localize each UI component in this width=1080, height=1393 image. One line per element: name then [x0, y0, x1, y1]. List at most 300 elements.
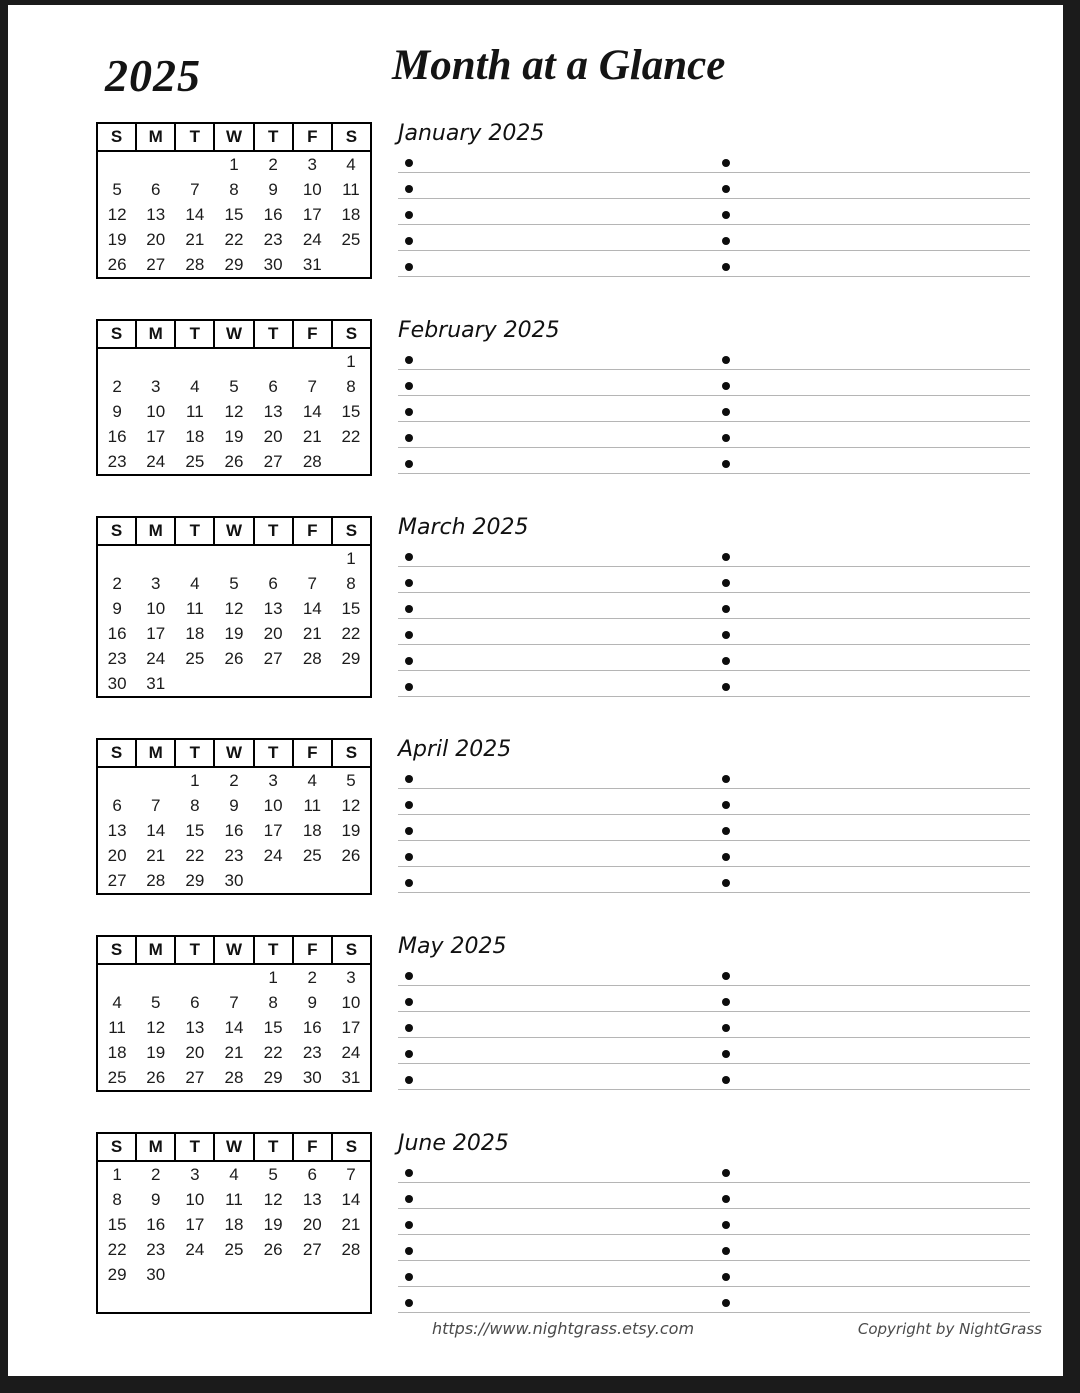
day-cell: 10	[185, 1189, 205, 1209]
day-cell: 18	[185, 623, 205, 643]
week-row	[97, 252, 371, 278]
note-lines	[398, 541, 1030, 697]
empty-day-cell	[214, 964, 253, 990]
weekday-cell: W	[214, 1133, 253, 1161]
day-cell: 26	[341, 845, 361, 865]
day-cell: 26	[107, 254, 127, 274]
day-cell: 28	[302, 648, 322, 668]
day-cell: 11	[303, 795, 322, 815]
note-line	[398, 396, 1030, 422]
day-cell: 20	[263, 426, 283, 446]
bullet-icon	[405, 382, 413, 390]
empty-day-cell	[254, 348, 293, 374]
weekday-cell: F	[293, 320, 332, 348]
day-cell: 9	[112, 401, 122, 421]
weekday-cell: S	[97, 123, 136, 151]
day-cell: 5	[346, 770, 356, 790]
day-cell: 12	[224, 401, 244, 421]
empty-day-cell	[254, 1262, 293, 1287]
empty-day-cell	[97, 1287, 136, 1313]
note-line	[398, 422, 1030, 448]
month-label: June 2025	[398, 1131, 509, 1156]
day-cell: 29	[263, 1067, 283, 1087]
note-lines	[398, 147, 1030, 277]
bullet-icon	[722, 1247, 730, 1255]
day-cell: 9	[268, 179, 278, 199]
day-cell: 29	[107, 1264, 127, 1284]
week-row	[97, 1262, 371, 1287]
bullet-icon	[722, 683, 730, 691]
day-cell: 23	[107, 648, 127, 668]
day-cell: 15	[263, 1017, 283, 1037]
day-cell: 14	[185, 204, 205, 224]
day-cell: 7	[346, 1164, 356, 1184]
mini-calendar	[96, 122, 372, 279]
empty-day-cell	[332, 252, 371, 278]
day-cell: 23	[107, 451, 127, 471]
bullet-icon	[405, 1169, 413, 1177]
day-cell: 3	[150, 573, 161, 593]
day-cell: 3	[268, 770, 278, 790]
day-cell: 25	[302, 845, 322, 865]
day-cell: 12	[263, 1189, 283, 1209]
day-cell: 5	[112, 179, 122, 199]
bullet-icon	[722, 879, 730, 887]
empty-day-cell	[214, 1287, 253, 1313]
bullet-icon	[722, 1050, 730, 1058]
day-cell: 16	[263, 204, 283, 224]
day-cell: 12	[341, 795, 361, 815]
day-cell: 13	[146, 204, 166, 224]
day-cell: 22	[341, 426, 361, 446]
day-cell: 5	[150, 992, 161, 1012]
weekday-cell: S	[332, 739, 371, 767]
month-notes	[398, 935, 1030, 1090]
weekday-cell: T	[254, 123, 293, 151]
weekday-cell: F	[293, 1133, 332, 1161]
month-notes	[398, 738, 1030, 893]
day-cell: 7	[307, 573, 317, 593]
empty-day-cell	[175, 151, 214, 177]
empty-day-cell	[332, 671, 371, 697]
empty-day-cell	[175, 348, 214, 374]
day-cell: 6	[150, 179, 161, 199]
bullet-icon	[722, 657, 730, 665]
note-line	[398, 619, 1030, 645]
weekday-cell: W	[214, 517, 253, 545]
day-cell: 27	[263, 648, 283, 668]
month-label: April 2025	[398, 737, 512, 762]
day-cell: 10	[341, 992, 361, 1012]
day-cell: 22	[263, 1042, 283, 1062]
day-cell: 1	[112, 1164, 122, 1184]
empty-day-cell	[175, 1287, 214, 1313]
day-cell: 15	[107, 1214, 127, 1234]
note-lines	[398, 960, 1030, 1090]
day-cell: 17	[341, 1017, 361, 1037]
day-cell: 22	[185, 845, 205, 865]
day-cell: 18	[302, 820, 322, 840]
day-cell: 15	[341, 401, 361, 421]
mini-calendar	[96, 1132, 372, 1314]
empty-day-cell	[293, 868, 332, 894]
day-cell: 13	[302, 1189, 322, 1209]
day-cell: 2	[112, 376, 122, 396]
bullet-icon	[722, 434, 730, 442]
weekday-cell: S	[332, 123, 371, 151]
day-cell: 24	[146, 451, 166, 471]
note-line	[398, 567, 1030, 593]
week-row	[97, 399, 371, 424]
bullet-icon	[722, 579, 730, 587]
week-row	[97, 964, 371, 990]
weekday-cell: T	[175, 1133, 214, 1161]
note-line	[398, 173, 1030, 199]
note-line	[398, 1183, 1030, 1209]
day-cell: 3	[190, 1164, 200, 1184]
day-cell: 6	[307, 1164, 317, 1184]
day-cell: 16	[302, 1017, 322, 1037]
weekday-cell: W	[214, 936, 253, 964]
bullet-icon	[405, 775, 413, 783]
day-cell: 3	[346, 967, 356, 987]
day-cell: 12	[146, 1017, 166, 1037]
bullet-icon	[722, 1076, 730, 1084]
weekday-cell: S	[332, 1133, 371, 1161]
bullet-icon	[722, 553, 730, 561]
empty-day-cell	[293, 545, 332, 571]
weekday-cell: W	[214, 123, 253, 151]
month-label: January 2025	[398, 121, 545, 146]
day-cell: 12	[224, 598, 244, 618]
bullet-icon	[405, 1247, 413, 1255]
note-line	[398, 251, 1030, 277]
day-cell: 9	[150, 1189, 161, 1209]
day-cell: 21	[341, 1214, 361, 1234]
note-line	[398, 370, 1030, 396]
bullet-icon	[405, 605, 413, 613]
day-cell: 18	[224, 1214, 244, 1234]
empty-day-cell	[97, 767, 136, 793]
day-cell: 20	[263, 623, 283, 643]
day-cell: 30	[302, 1067, 322, 1087]
day-cell: 31	[302, 254, 322, 274]
week-row	[97, 1187, 371, 1212]
day-cell: 27	[146, 254, 166, 274]
day-cell: 25	[341, 229, 361, 249]
mini-calendar	[96, 935, 372, 1092]
day-cell: 31	[341, 1067, 361, 1087]
day-cell: 7	[307, 376, 317, 396]
week-row	[97, 1212, 371, 1237]
bullet-icon	[722, 827, 730, 835]
day-cell: 24	[341, 1042, 361, 1062]
empty-day-cell	[254, 868, 293, 894]
day-cell: 1	[346, 351, 356, 371]
note-lines	[398, 344, 1030, 474]
weekday-cell: T	[254, 1133, 293, 1161]
note-line	[398, 815, 1030, 841]
day-cell: 23	[146, 1239, 166, 1259]
note-line	[398, 841, 1030, 867]
bullet-icon	[405, 801, 413, 809]
empty-day-cell	[136, 1287, 175, 1313]
day-cell: 10	[263, 795, 283, 815]
bullet-icon	[722, 408, 730, 416]
weekday-cell: F	[293, 739, 332, 767]
note-line	[398, 986, 1030, 1012]
day-cell: 19	[146, 1042, 166, 1062]
day-cell: 19	[263, 1214, 283, 1234]
note-line	[398, 960, 1030, 986]
day-cell: 5	[268, 1164, 278, 1184]
week-row	[97, 990, 371, 1015]
week-row	[97, 449, 371, 475]
planner-page	[8, 5, 1063, 1376]
empty-day-cell	[214, 545, 253, 571]
empty-day-cell	[97, 964, 136, 990]
weekday-cell: F	[293, 517, 332, 545]
week-row	[97, 1287, 371, 1313]
note-line	[398, 1012, 1030, 1038]
bullet-icon	[722, 1024, 730, 1032]
day-cell: 9	[307, 992, 317, 1012]
weekday-cell: M	[136, 936, 175, 964]
day-cell: 11	[186, 401, 204, 421]
weekday-cell: M	[136, 517, 175, 545]
month-notes	[398, 319, 1030, 474]
week-row	[97, 843, 371, 868]
day-cell: 15	[341, 598, 361, 618]
bullet-icon	[722, 1273, 730, 1281]
day-cell: 17	[146, 426, 166, 446]
bullet-icon	[405, 356, 413, 364]
bullet-icon	[405, 237, 413, 245]
day-cell: 20	[185, 1042, 205, 1062]
empty-day-cell	[254, 1287, 293, 1313]
month-section	[96, 935, 1030, 1092]
week-row	[97, 545, 371, 571]
bullet-icon	[722, 211, 730, 219]
bullet-icon	[722, 998, 730, 1006]
note-line	[398, 1261, 1030, 1287]
month-label: February 2025	[398, 318, 560, 343]
day-cell: 6	[268, 376, 278, 396]
bullet-icon	[405, 1024, 413, 1032]
day-cell: 21	[302, 426, 322, 446]
weekday-cell: F	[293, 936, 332, 964]
day-cell: 27	[107, 870, 127, 890]
month-section	[96, 738, 1030, 895]
day-cell: 2	[150, 1164, 161, 1184]
mini-calendar	[96, 319, 372, 476]
day-cell: 4	[346, 154, 356, 174]
empty-day-cell	[175, 545, 214, 571]
day-cell: 21	[146, 845, 166, 865]
empty-day-cell	[97, 348, 136, 374]
empty-day-cell	[332, 868, 371, 894]
bullet-icon	[722, 853, 730, 861]
day-cell: 4	[229, 1164, 239, 1184]
bullet-icon	[405, 827, 413, 835]
year-label: 2025	[105, 50, 201, 101]
weekday-cell: S	[97, 1133, 136, 1161]
week-row	[97, 621, 371, 646]
week-row	[97, 571, 371, 596]
footer-url: https://www.nightgrass.etsy.com	[431, 1319, 695, 1338]
day-cell: 11	[225, 1189, 243, 1209]
bullet-icon	[405, 683, 413, 691]
week-row	[97, 177, 371, 202]
day-cell: 9	[229, 795, 239, 815]
empty-day-cell	[254, 671, 293, 697]
day-cell: 10	[302, 179, 322, 199]
empty-day-cell	[175, 671, 214, 697]
day-cell: 18	[107, 1042, 127, 1062]
weekday-cell: T	[175, 320, 214, 348]
day-cell: 24	[146, 648, 166, 668]
note-lines	[398, 763, 1030, 893]
bullet-icon	[405, 1221, 413, 1229]
month-notes	[398, 1132, 1030, 1313]
day-cell: 15	[224, 204, 244, 224]
empty-day-cell	[332, 1287, 371, 1313]
note-line	[398, 867, 1030, 893]
note-line	[398, 344, 1030, 370]
bullet-icon	[722, 263, 730, 271]
day-cell: 7	[150, 795, 161, 815]
day-cell: 14	[146, 820, 166, 840]
page-title: Month at a Glance	[392, 42, 726, 89]
day-cell: 13	[263, 598, 283, 618]
page-footer	[96, 1319, 1042, 1343]
weekday-cell: W	[214, 320, 253, 348]
day-cell: 28	[341, 1239, 361, 1259]
week-row	[97, 818, 371, 843]
day-cell: 27	[263, 451, 283, 471]
bullet-icon	[722, 159, 730, 167]
month-notes	[398, 516, 1030, 697]
weekday-cell: S	[332, 936, 371, 964]
bullet-icon	[405, 408, 413, 416]
day-cell: 13	[263, 401, 283, 421]
note-lines	[398, 1157, 1030, 1313]
day-cell: 22	[107, 1239, 127, 1259]
day-cell: 25	[185, 648, 205, 668]
day-cell: 24	[302, 229, 322, 249]
day-cell: 14	[302, 598, 322, 618]
empty-day-cell	[136, 545, 175, 571]
note-line	[398, 448, 1030, 474]
week-row	[97, 227, 371, 252]
empty-day-cell	[136, 767, 175, 793]
day-cell: 28	[302, 451, 322, 471]
day-cell: 24	[263, 845, 283, 865]
day-cell: 17	[146, 623, 166, 643]
note-line	[398, 1038, 1030, 1064]
day-cell: 13	[107, 820, 127, 840]
day-cell: 10	[146, 598, 166, 618]
note-line	[398, 1064, 1030, 1090]
weekday-header-row	[97, 936, 371, 964]
bullet-icon	[722, 801, 730, 809]
week-row	[97, 596, 371, 621]
week-row	[97, 1161, 371, 1187]
day-cell: 27	[185, 1067, 205, 1087]
bullet-icon	[405, 579, 413, 587]
week-row	[97, 348, 371, 374]
bullet-icon	[405, 1076, 413, 1084]
day-cell: 26	[146, 1067, 166, 1087]
day-cell: 16	[107, 426, 127, 446]
footer-copyright: Copyright by NightGrass	[857, 1320, 1042, 1338]
day-cell: 1	[229, 154, 239, 174]
day-cell: 18	[341, 204, 361, 224]
day-cell: 4	[190, 376, 200, 396]
empty-day-cell	[136, 348, 175, 374]
bullet-icon	[722, 1221, 730, 1229]
day-cell: 19	[224, 426, 244, 446]
bullet-icon	[405, 460, 413, 468]
day-cell: 14	[224, 1017, 244, 1037]
bullet-icon	[405, 1050, 413, 1058]
empty-day-cell	[136, 151, 175, 177]
bullet-icon	[722, 237, 730, 245]
weekday-cell: T	[175, 517, 214, 545]
week-row	[97, 868, 371, 894]
bullet-icon	[722, 185, 730, 193]
day-cell: 8	[190, 795, 200, 815]
day-cell: 15	[185, 820, 205, 840]
day-cell: 5	[229, 376, 239, 396]
week-row	[97, 767, 371, 793]
day-cell: 11	[108, 1017, 126, 1037]
note-line	[398, 1157, 1030, 1183]
day-cell: 8	[346, 573, 356, 593]
week-row	[97, 424, 371, 449]
day-cell: 11	[186, 598, 204, 618]
day-cell: 10	[146, 401, 166, 421]
day-cell: 21	[302, 623, 322, 643]
weekday-cell: S	[332, 517, 371, 545]
bullet-icon	[405, 998, 413, 1006]
day-cell: 26	[224, 451, 244, 471]
day-cell: 23	[224, 845, 244, 865]
day-cell: 19	[107, 229, 127, 249]
day-cell: 8	[229, 179, 239, 199]
month-section	[96, 1132, 1030, 1314]
empty-day-cell	[254, 545, 293, 571]
month-notes	[398, 122, 1030, 277]
day-cell: 30	[263, 254, 283, 274]
months-container	[96, 122, 1030, 1354]
weekday-cell: M	[136, 739, 175, 767]
bullet-icon	[405, 657, 413, 665]
day-cell: 6	[268, 573, 278, 593]
bullet-icon	[405, 879, 413, 887]
weekday-header-row	[97, 123, 371, 151]
week-row	[97, 793, 371, 818]
weekday-cell: M	[136, 320, 175, 348]
week-row	[97, 1040, 371, 1065]
month-section	[96, 319, 1030, 476]
weekday-cell: T	[175, 739, 214, 767]
empty-day-cell	[332, 449, 371, 475]
weekday-cell: S	[97, 517, 136, 545]
weekday-cell: S	[97, 739, 136, 767]
day-cell: 16	[224, 820, 244, 840]
day-cell: 2	[112, 573, 122, 593]
